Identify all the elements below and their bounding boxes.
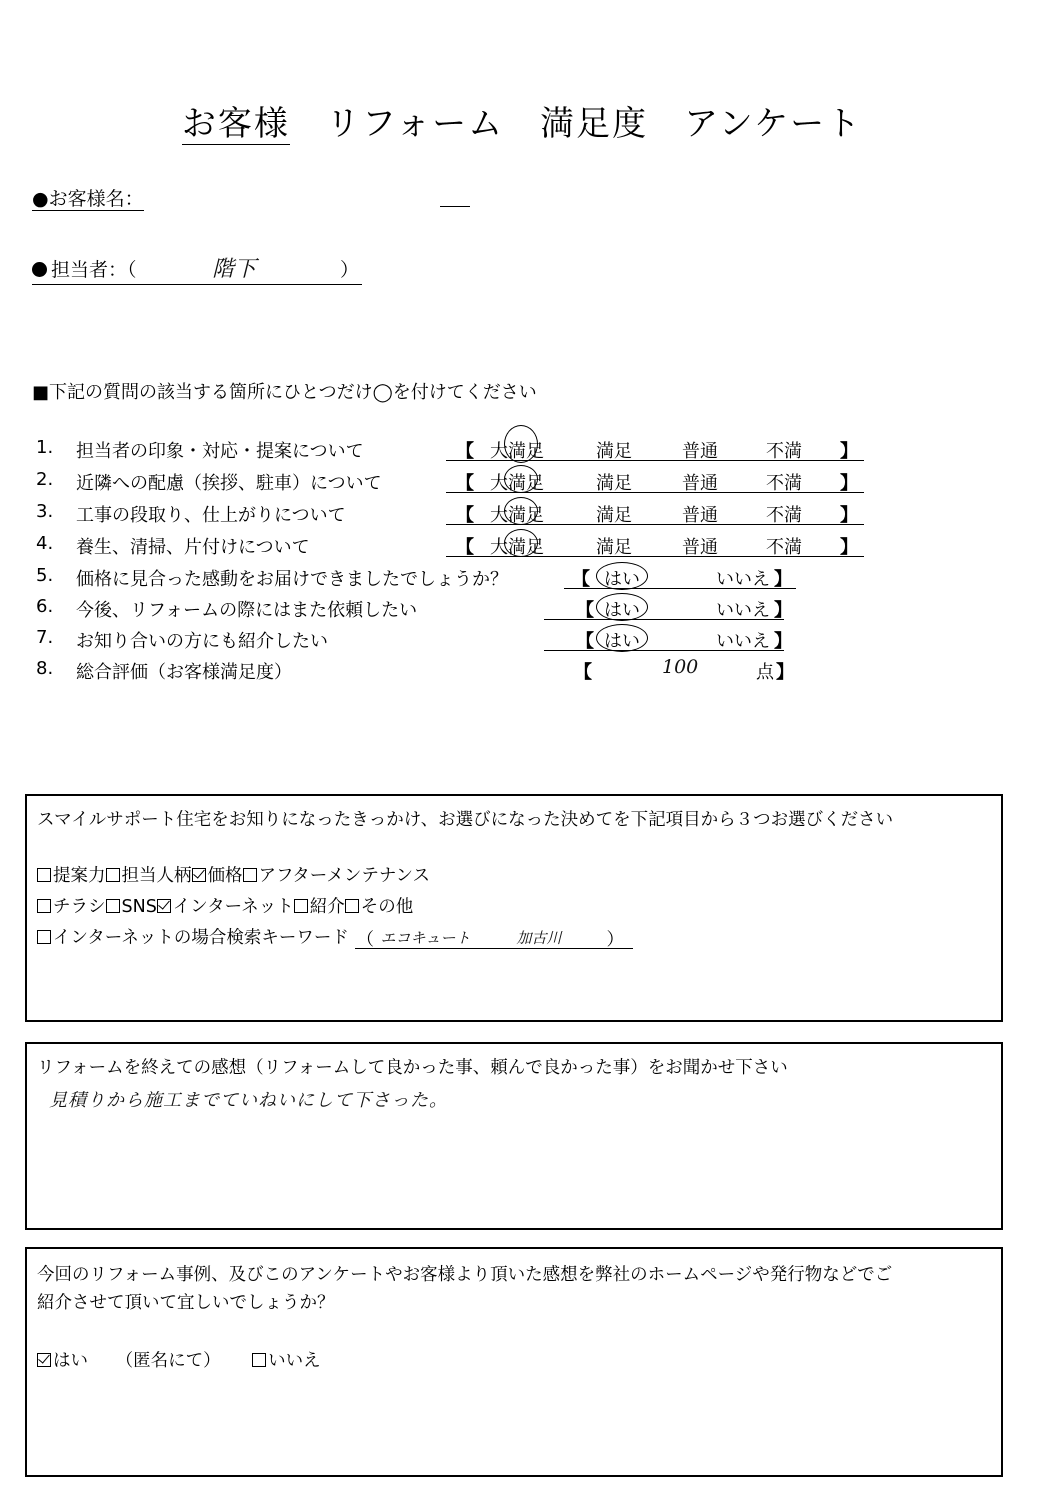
permission-no-label: いいえ xyxy=(268,1351,321,1371)
answer-option[interactable]: 大満足 xyxy=(490,505,544,526)
selection-circle xyxy=(596,562,648,590)
source-checkbox[interactable] xyxy=(106,868,120,882)
source-option-label: 担当人柄 xyxy=(121,866,192,886)
score-unit: 点 xyxy=(756,662,774,683)
bracket-open: 【 xyxy=(456,537,474,558)
source-option-label: インターネット xyxy=(172,897,294,917)
answer-option[interactable]: 満足 xyxy=(596,537,632,558)
bracket-open: 【 xyxy=(456,473,474,494)
title-part-reform: リフォーム xyxy=(325,104,505,144)
question-text: 今後、リフォームの際にはまた依頼したい xyxy=(76,600,418,621)
keyword-value-2: 加古川 xyxy=(516,929,562,947)
selection-circle xyxy=(596,593,648,621)
answer-option[interactable]: はい xyxy=(604,631,640,652)
source-heading: スマイルサポート住宅をお知りになったきっかけ、お選びになった決めてを下記項目から３つお選びください xyxy=(37,810,894,830)
bracket-open: 【 xyxy=(574,662,592,683)
staff-close-paren: ） xyxy=(340,259,360,281)
customer-name-label: ●お客様名： xyxy=(32,188,144,210)
answer-option[interactable]: 普通 xyxy=(682,441,718,462)
source-option-label: 価格 xyxy=(207,866,243,886)
source-checkbox[interactable] xyxy=(37,868,51,882)
answer-option[interactable]: 不満 xyxy=(766,505,802,526)
source-option-label: 紹介 xyxy=(309,897,345,917)
answer-option[interactable]: 不満 xyxy=(766,537,802,558)
source-checkbox[interactable] xyxy=(106,899,120,913)
source-option-label: 提案力 xyxy=(53,866,106,886)
answer-option[interactable]: 普通 xyxy=(682,537,718,558)
permission-heading-1: 今回のリフォーム事例、及びこのアンケートやお客様より頂いた感想を弊社のホームページや発行物などでご xyxy=(37,1265,893,1285)
customer-name-mark xyxy=(440,206,470,207)
customer-name-row xyxy=(32,184,178,211)
source-row-2 xyxy=(37,893,413,918)
answer-option[interactable]: いいえ xyxy=(716,600,770,621)
answer-option[interactable]: 不満 xyxy=(766,441,802,462)
answer-option[interactable]: 満足 xyxy=(596,505,632,526)
answer-option[interactable]: 大満足 xyxy=(490,537,544,558)
question-row xyxy=(0,437,1044,467)
question-row xyxy=(0,501,1044,531)
bracket-close: 】 xyxy=(776,662,794,683)
question-row xyxy=(0,627,1044,657)
source-checkbox[interactable] xyxy=(192,868,206,882)
staff-value: 階下 xyxy=(212,257,257,282)
question-text: 養生、清掃、片付けについて xyxy=(76,537,310,558)
keyword-open-paren: （ xyxy=(356,930,375,950)
bracket-open: 【 xyxy=(572,569,590,590)
question-number: 5. xyxy=(36,565,54,586)
question-number: 1. xyxy=(36,437,54,458)
source-option-label: アフターメンテナンス xyxy=(258,866,430,886)
question-number: 3. xyxy=(36,501,54,522)
bullet-icon xyxy=(32,262,47,277)
source-option-label: SNS xyxy=(121,897,157,917)
answer-option[interactable]: 普通 xyxy=(682,473,718,494)
permission-yes-checkbox[interactable] xyxy=(37,1353,51,1367)
question-text: 担当者の印象・対応・提案について xyxy=(76,441,364,462)
impression-box xyxy=(25,1042,1003,1230)
question-row xyxy=(0,565,1044,595)
selection-circle xyxy=(504,465,538,493)
score-value[interactable]: 100 xyxy=(662,656,699,678)
bracket-open: 【 xyxy=(456,441,474,462)
instruction-text: ■下記の質問の該当する箇所にひとつだけ◯を付けてください xyxy=(32,382,537,403)
question-row xyxy=(0,469,1044,499)
question-number: 4. xyxy=(36,533,54,554)
question-number: 7. xyxy=(36,627,54,648)
permission-box xyxy=(25,1247,1003,1477)
question-text: お知り合いの方にも紹介したい xyxy=(76,631,328,652)
question-row xyxy=(0,533,1044,563)
keyword-checkbox[interactable] xyxy=(37,930,51,944)
answer-option[interactable]: はい xyxy=(604,569,640,590)
question-number: 8. xyxy=(36,658,54,679)
answer-option[interactable]: はい xyxy=(604,600,640,621)
title-part-survey: アンケート xyxy=(684,104,863,144)
bracket-close: 】 xyxy=(840,505,858,526)
bracket-close: 】 xyxy=(840,537,858,558)
question-text: 総合評価（お客様満足度） xyxy=(76,662,292,683)
question-text: 価格に見合った感動をお届けできましたでしょうか？ xyxy=(76,569,508,590)
source-checkbox[interactable] xyxy=(37,899,51,913)
answer-option[interactable]: 不満 xyxy=(766,473,802,494)
title-part-satisfaction: 満足度 xyxy=(540,104,649,144)
permission-no-checkbox[interactable] xyxy=(252,1353,266,1367)
bracket-close: 】 xyxy=(840,473,858,494)
selection-circle xyxy=(504,425,538,463)
bracket-open: 【 xyxy=(576,631,594,652)
keyword-row xyxy=(37,924,633,949)
permission-yes-label: はい xyxy=(53,1351,88,1371)
staff-row xyxy=(32,255,362,285)
source-checkbox[interactable] xyxy=(345,899,359,913)
source-checkbox[interactable] xyxy=(294,899,308,913)
staff-label: 担当者：（ xyxy=(51,259,137,281)
answer-option[interactable]: いいえ xyxy=(716,631,770,652)
answer-option[interactable]: 満足 xyxy=(596,441,632,462)
keyword-value-1: エコキュート xyxy=(380,929,471,947)
source-row-1 xyxy=(37,862,430,887)
answer-option[interactable]: いいえ xyxy=(716,569,770,590)
bracket-close: 】 xyxy=(774,600,792,621)
page-title xyxy=(0,96,1044,145)
source-checkbox[interactable] xyxy=(243,868,257,882)
bracket-open: 【 xyxy=(576,600,594,621)
permission-anon-label: （匿名にて） xyxy=(115,1351,221,1371)
question-number: 2. xyxy=(36,469,54,490)
permission-heading-2: 紹介させて頂いて宜しいでしょうか？ xyxy=(37,1293,335,1313)
bracket-close: 】 xyxy=(774,569,792,590)
source-checkbox[interactable] xyxy=(157,899,171,913)
question-row xyxy=(0,596,1044,626)
bracket-open: 【 xyxy=(456,505,474,526)
answer-option[interactable]: 大満足 xyxy=(490,473,544,494)
answer-option[interactable]: 大満足 xyxy=(490,441,544,462)
keyword-close-paren: ） xyxy=(606,930,625,950)
selection-circle xyxy=(504,529,538,557)
question-text: 工事の段取り、仕上がりについて xyxy=(76,505,346,526)
impression-heading: リフォームを終えての感想（リフォームして良かった事、頼んで良かった事）をお聞かせ下さい xyxy=(37,1058,788,1078)
answer-option[interactable]: 普通 xyxy=(682,505,718,526)
question-text: 近隣への配慮（挨拶、駐車）について xyxy=(76,473,382,494)
keyword-field[interactable] xyxy=(355,926,633,949)
question-number: 6. xyxy=(36,596,54,617)
selection-circle xyxy=(596,624,648,652)
impression-answer: 見積りから施工までていねいにして下さった。 xyxy=(49,1090,448,1111)
selection-circle xyxy=(504,497,538,525)
source-box xyxy=(25,794,1003,1022)
title-part-customer: お客様 xyxy=(181,104,290,144)
permission-options xyxy=(37,1347,321,1372)
source-option-label: チラシ xyxy=(53,897,106,917)
question-row xyxy=(0,658,1044,688)
answer-option[interactable]: 満足 xyxy=(596,473,632,494)
keyword-label: インターネットの場合検索キーワード xyxy=(53,928,349,948)
bracket-close: 】 xyxy=(840,441,858,462)
source-option-label: その他 xyxy=(360,897,414,917)
bracket-close: 】 xyxy=(774,631,792,652)
